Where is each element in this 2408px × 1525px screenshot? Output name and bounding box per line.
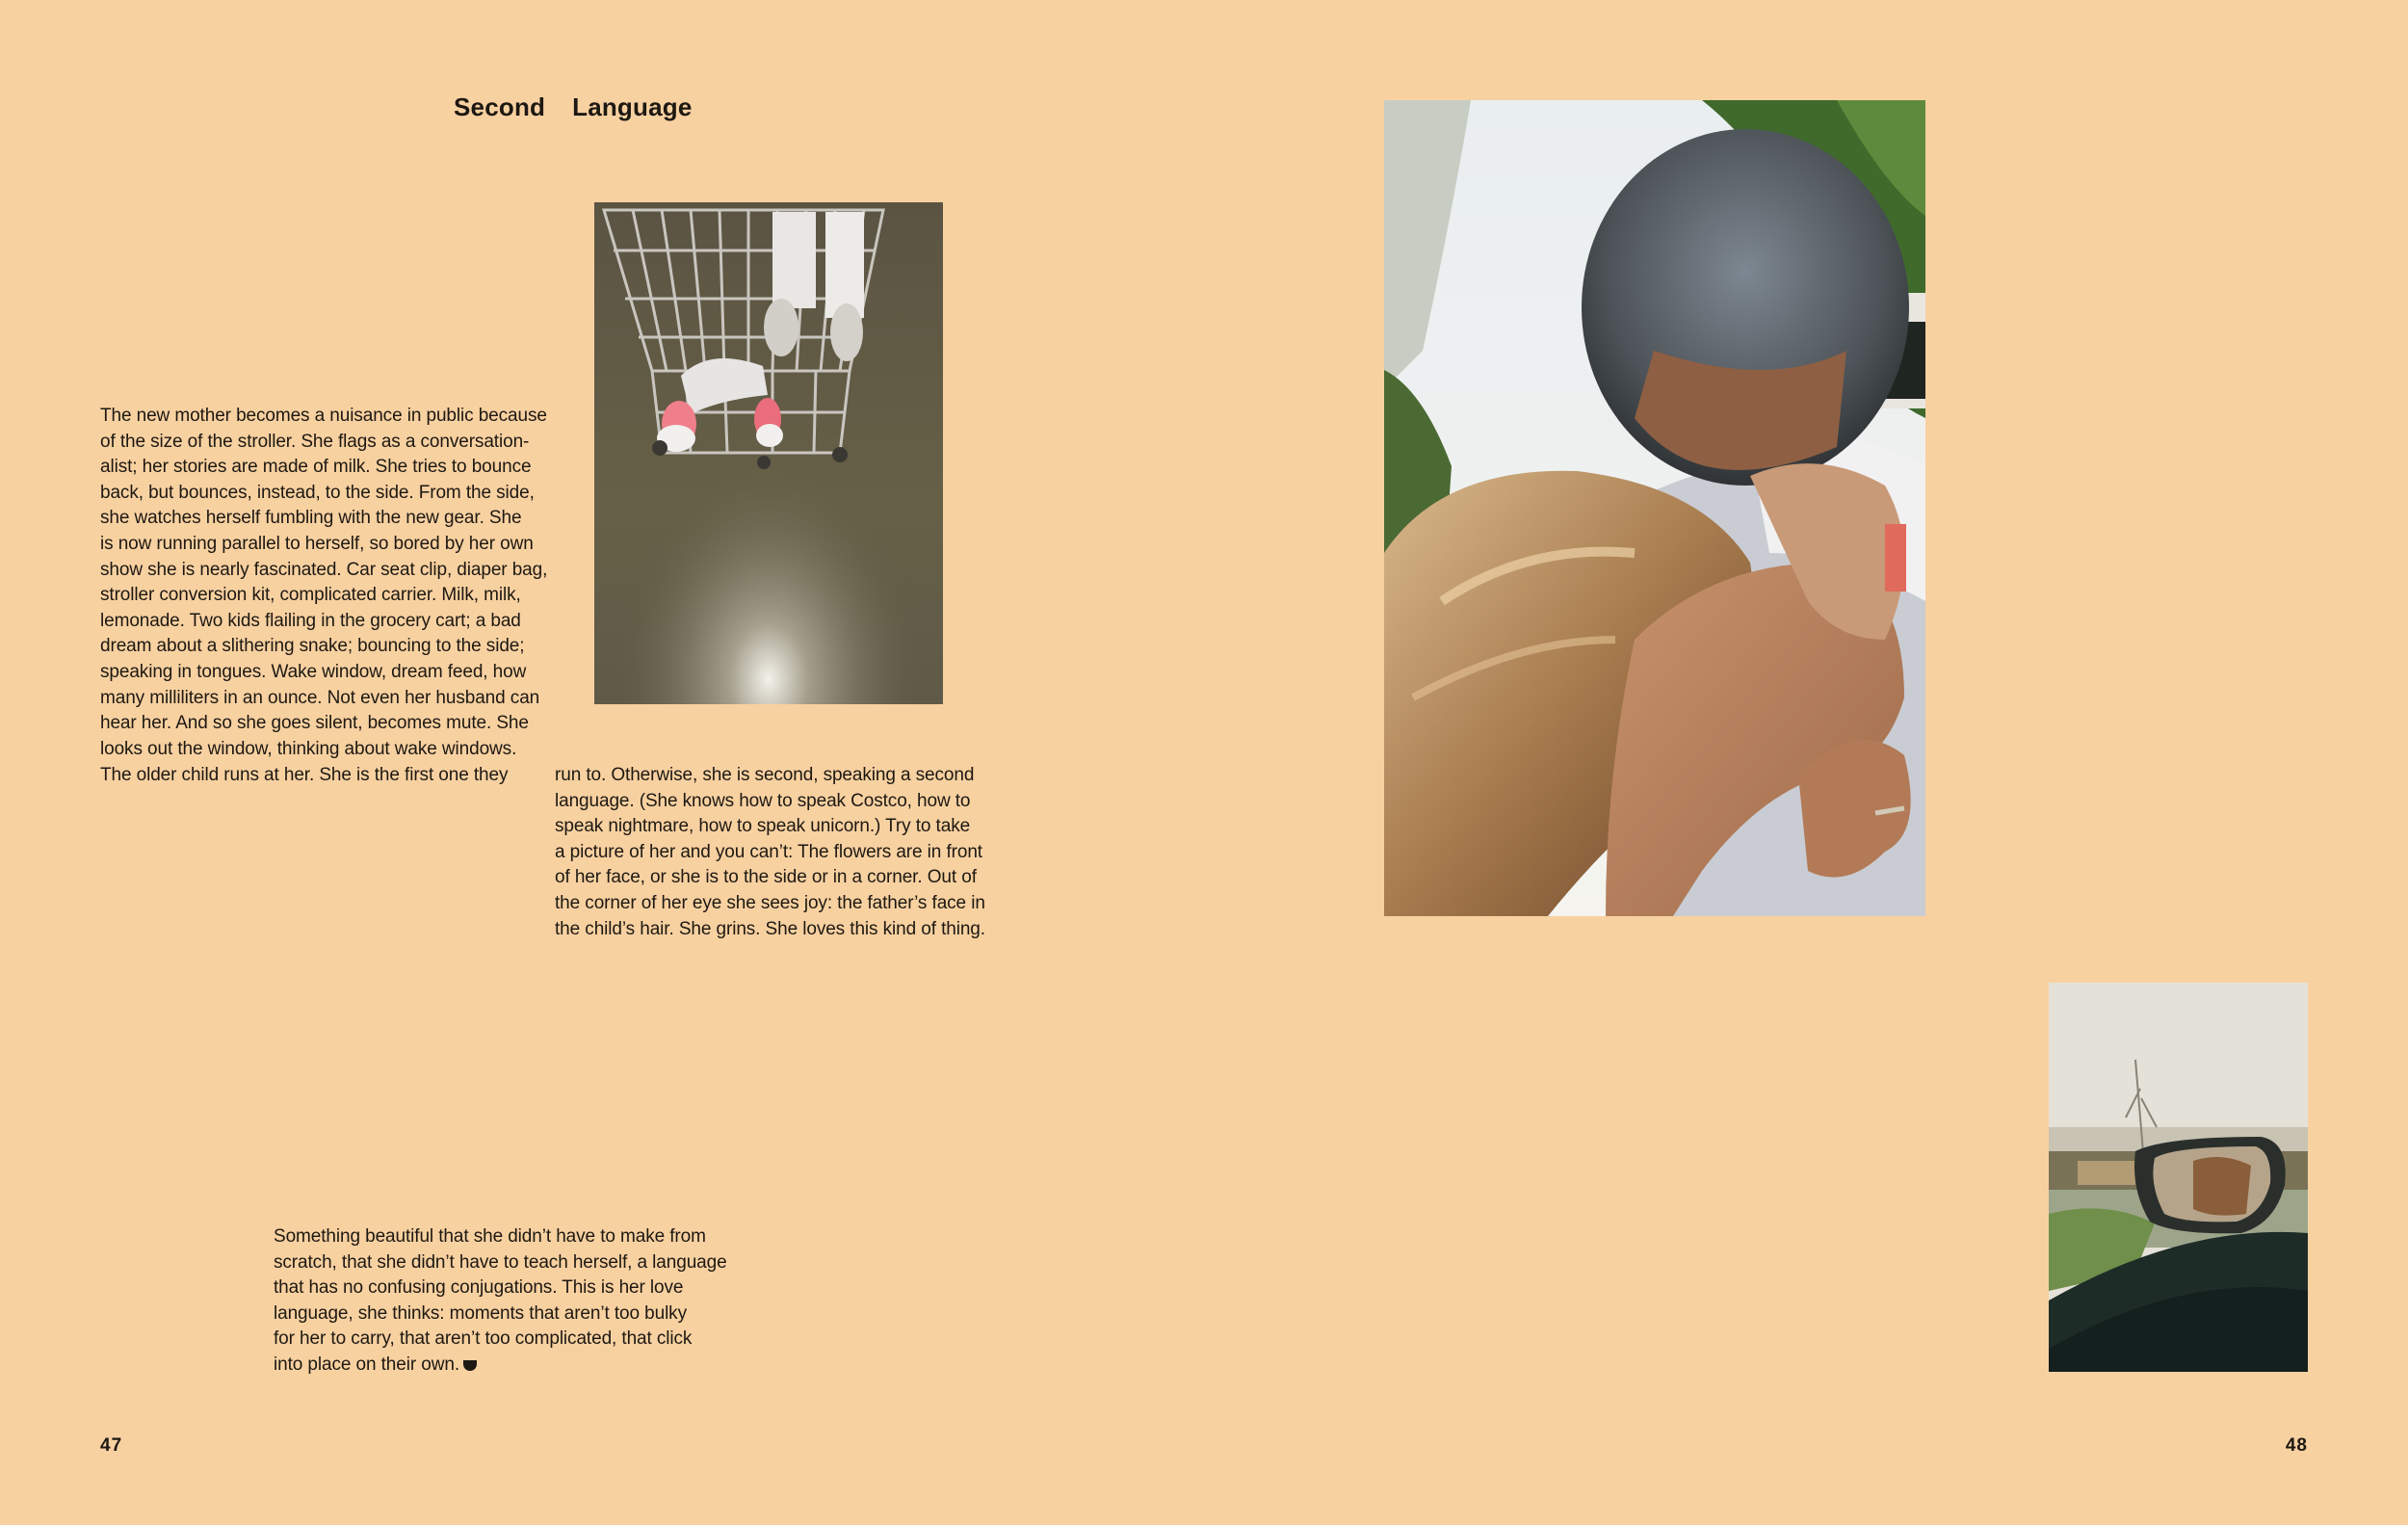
text-line: run to. Otherwise, she is second, speaking a second [555,765,975,785]
text-line: speaking in tongues. Wake window, dream feed, how [100,661,527,682]
text-line: hear her. And so she goes silent, becomes mute. She [100,713,529,734]
text-line-last-text: into place on their own. [274,1354,459,1375]
body-paragraph-2 [555,763,1004,942]
photo-shopping-cart [594,202,943,704]
text-line: the child’s hair. She grins. She loves this kind of thing. [555,918,985,939]
text-line: lemonade. Two kids flailing in the grocery cart; a bad [100,610,521,631]
text-line: that has no confusing conjugations. This is her love [274,1277,684,1299]
text-line: The new mother becomes a nuisance in public because [100,406,547,426]
title-word-second: Second [454,92,546,121]
text-line: a picture of her and you can’t: The flowers are in front [555,841,982,862]
article-title [454,92,693,122]
text-line: scratch, that she didn’t have to teach herself, a language [274,1251,727,1273]
text-line: show she is nearly fascinated. Car seat clip, diaper bag, [100,559,548,580]
page-number-left: 47 [100,1435,123,1456]
text-line-continued: The older child runs at her. She is the first one they [100,765,509,785]
photo-hug [1384,100,1925,916]
text-line: Something beautiful that she didn’t have to make from [274,1226,706,1247]
body-paragraph-1 [100,404,549,762]
text-line: the corner of her eye she sees joy: the father’s face in [555,892,985,913]
text-line: many milliliters in an ounce. Not even her husband can [100,687,540,708]
text-line: is now running parallel to herself, so bored by her own [100,533,534,554]
text-line: for her to carry, that aren’t too complicated, that click [274,1328,693,1350]
text-line: stroller conversion kit, complicated carrier. Milk, milk, [100,585,521,606]
page-number-right: 48 [2285,1435,2308,1456]
photo-hug-illustration [1384,100,1925,916]
text-line: of the size of the stroller. She flags as a conversation- [100,431,530,452]
end-mark-icon [463,1360,477,1371]
text-line: dream about a slithering snake; bouncing to the side; [100,636,525,657]
text-line: language. (She knows how to speak Costco, how to [555,790,971,811]
text-line: alist; her stories are made of milk. She tries to bounce [100,457,532,478]
title-word-language: Language [572,92,693,121]
text-line: looks out the window, thinking about wake windows. [100,738,517,759]
text-line-last [274,1353,722,1379]
text-line: of her face, or she is to the side or in a corner. Out of [555,867,977,888]
text-line: language, she thinks: moments that aren’t too bulky [274,1302,687,1324]
text-line: back, but bounces, instead, to the side. From the side, [100,482,535,503]
photo-car-mirror [2049,983,2308,1372]
body-paragraph-3 [274,1224,727,1379]
text-line: speak nightmare, how to speak unicorn.) Try to take [555,816,971,837]
text-line: she watches herself fumbling with the new gear. She [100,508,522,529]
photo-car-mirror-illustration [2049,983,2308,1372]
photo-shopping-cart-illustration [594,202,943,704]
